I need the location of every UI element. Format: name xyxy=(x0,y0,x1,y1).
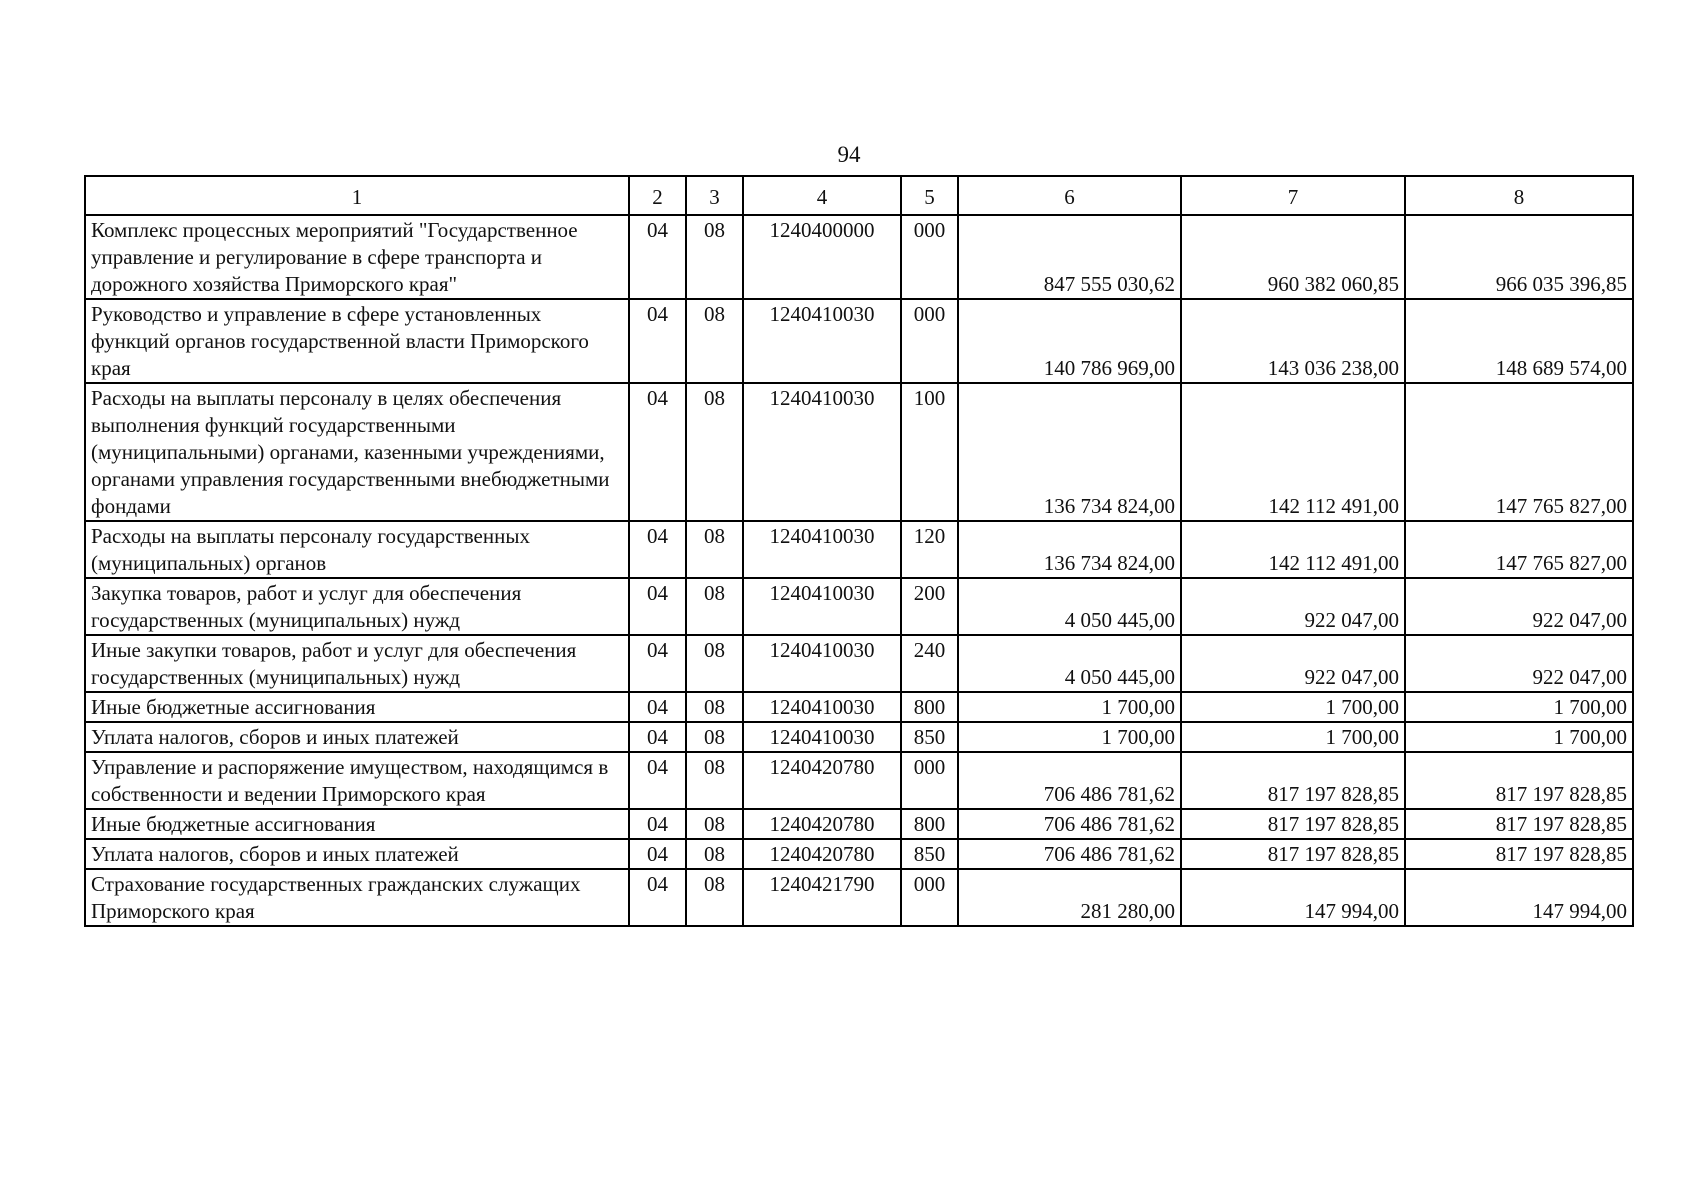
section-code-cell: 04 xyxy=(629,578,686,635)
section-code-cell: 04 xyxy=(629,383,686,521)
subsection-code-cell: 08 xyxy=(686,299,743,383)
row-name-cell: Расходы на выплаты персоналу государственных (муниципальных) органов xyxy=(85,521,629,578)
amount-col6-cell: 136 734 824,00 xyxy=(958,383,1181,521)
section-code-cell: 04 xyxy=(629,752,686,809)
expense-type-cell: 000 xyxy=(901,299,958,383)
expense-type-cell: 000 xyxy=(901,869,958,926)
table-row xyxy=(85,299,1633,383)
subsection-code-cell: 08 xyxy=(686,869,743,926)
amount-col7-cell: 922 047,00 xyxy=(1181,635,1405,692)
amount-col6-cell: 4 050 445,00 xyxy=(958,578,1181,635)
expense-type-cell: 200 xyxy=(901,578,958,635)
row-name-cell: Закупка товаров, работ и услуг для обеспечения государственных (муниципальных) нужд xyxy=(85,578,629,635)
amount-col7-cell: 142 112 491,00 xyxy=(1181,521,1405,578)
table-row xyxy=(85,521,1633,578)
subsection-code-cell: 08 xyxy=(686,752,743,809)
table-row xyxy=(85,722,1633,752)
amount-col7-cell: 817 197 828,85 xyxy=(1181,809,1405,839)
column-header-2: 2 xyxy=(629,176,686,215)
row-name-cell: Иные бюджетные ассигнования xyxy=(85,809,629,839)
amount-col8-cell: 147 765 827,00 xyxy=(1405,383,1633,521)
amount-col7-cell: 922 047,00 xyxy=(1181,578,1405,635)
amount-col7-cell: 817 197 828,85 xyxy=(1181,752,1405,809)
expense-type-cell: 000 xyxy=(901,752,958,809)
amount-col6-cell: 1 700,00 xyxy=(958,692,1181,722)
row-name-cell: Страхование государственных гражданских служащих Приморского края xyxy=(85,869,629,926)
amount-col6-cell: 706 486 781,62 xyxy=(958,752,1181,809)
amount-col7-cell: 817 197 828,85 xyxy=(1181,839,1405,869)
table-row xyxy=(85,635,1633,692)
subsection-code-cell: 08 xyxy=(686,215,743,299)
target-article-cell: 1240410030 xyxy=(743,383,901,521)
amount-col8-cell: 922 047,00 xyxy=(1405,578,1633,635)
table-row xyxy=(85,839,1633,869)
amount-col7-cell: 147 994,00 xyxy=(1181,869,1405,926)
table-row xyxy=(85,752,1633,809)
column-header-5: 5 xyxy=(901,176,958,215)
column-header-6: 6 xyxy=(958,176,1181,215)
amount-col6-cell: 281 280,00 xyxy=(958,869,1181,926)
expense-type-cell: 100 xyxy=(901,383,958,521)
row-name-cell: Комплекс процессных мероприятий "Государственное управление и регулирование в сфере транспорта и дорожного хозяйства Приморского края" xyxy=(85,215,629,299)
amount-col6-cell: 706 486 781,62 xyxy=(958,839,1181,869)
subsection-code-cell: 08 xyxy=(686,521,743,578)
expense-type-cell: 800 xyxy=(901,692,958,722)
amount-col6-cell: 136 734 824,00 xyxy=(958,521,1181,578)
expense-type-cell: 120 xyxy=(901,521,958,578)
row-name-cell: Уплата налогов, сборов и иных платежей xyxy=(85,722,629,752)
table-row xyxy=(85,692,1633,722)
expense-type-cell: 850 xyxy=(901,722,958,752)
subsection-code-cell: 08 xyxy=(686,635,743,692)
subsection-code-cell: 08 xyxy=(686,692,743,722)
expense-type-cell: 000 xyxy=(901,215,958,299)
table-row xyxy=(85,809,1633,839)
amount-col6-cell: 1 700,00 xyxy=(958,722,1181,752)
amount-col6-cell: 140 786 969,00 xyxy=(958,299,1181,383)
amount-col7-cell: 1 700,00 xyxy=(1181,692,1405,722)
target-article-cell: 1240420780 xyxy=(743,839,901,869)
section-code-cell: 04 xyxy=(629,722,686,752)
amount-col7-cell: 142 112 491,00 xyxy=(1181,383,1405,521)
amount-col8-cell: 817 197 828,85 xyxy=(1405,839,1633,869)
amount-col8-cell: 817 197 828,85 xyxy=(1405,752,1633,809)
column-header-1: 1 xyxy=(85,176,629,215)
amount-col7-cell: 1 700,00 xyxy=(1181,722,1405,752)
column-header-4: 4 xyxy=(743,176,901,215)
table-row xyxy=(85,578,1633,635)
target-article-cell: 1240421790 xyxy=(743,869,901,926)
amount-col7-cell: 143 036 238,00 xyxy=(1181,299,1405,383)
subsection-code-cell: 08 xyxy=(686,578,743,635)
row-name-cell: Иные закупки товаров, работ и услуг для обеспечения государственных (муниципальных) нужд xyxy=(85,635,629,692)
page-number: 94 xyxy=(837,142,861,167)
section-code-cell: 04 xyxy=(629,869,686,926)
amount-col8-cell: 966 035 396,85 xyxy=(1405,215,1633,299)
row-name-cell: Иные бюджетные ассигнования xyxy=(85,692,629,722)
amount-col8-cell: 1 700,00 xyxy=(1405,722,1633,752)
column-header-3: 3 xyxy=(686,176,743,215)
row-name-cell: Руководство и управление в сфере установленных функций органов государственной власти Приморского края xyxy=(85,299,629,383)
target-article-cell: 1240410030 xyxy=(743,722,901,752)
table-row xyxy=(85,869,1633,926)
amount-col7-cell: 960 382 060,85 xyxy=(1181,215,1405,299)
amount-col8-cell: 147 994,00 xyxy=(1405,869,1633,926)
amount-col6-cell: 4 050 445,00 xyxy=(958,635,1181,692)
row-name-cell: Расходы на выплаты персоналу в целях обеспечения выполнения функций государственными (муниципальными) органами, казенными учреждениями, органами управления государственными внебюджетными фондами xyxy=(85,383,629,521)
row-name-cell: Уплата налогов, сборов и иных платежей xyxy=(85,839,629,869)
table-row xyxy=(85,383,1633,521)
header-row xyxy=(85,176,1633,215)
column-header-7: 7 xyxy=(1181,176,1405,215)
amount-col8-cell: 922 047,00 xyxy=(1405,635,1633,692)
amount-col8-cell: 148 689 574,00 xyxy=(1405,299,1633,383)
section-code-cell: 04 xyxy=(629,635,686,692)
section-code-cell: 04 xyxy=(629,215,686,299)
subsection-code-cell: 08 xyxy=(686,809,743,839)
expense-type-cell: 850 xyxy=(901,839,958,869)
section-code-cell: 04 xyxy=(629,839,686,869)
expense-type-cell: 240 xyxy=(901,635,958,692)
table-row xyxy=(85,215,1633,299)
section-code-cell: 04 xyxy=(629,809,686,839)
subsection-code-cell: 08 xyxy=(686,722,743,752)
section-code-cell: 04 xyxy=(629,299,686,383)
expense-type-cell: 800 xyxy=(901,809,958,839)
section-code-cell: 04 xyxy=(629,692,686,722)
subsection-code-cell: 08 xyxy=(686,839,743,869)
target-article-cell: 1240400000 xyxy=(743,215,901,299)
target-article-cell: 1240410030 xyxy=(743,578,901,635)
budget-table xyxy=(84,175,1634,927)
column-header-8: 8 xyxy=(1405,176,1633,215)
subsection-code-cell: 08 xyxy=(686,383,743,521)
target-article-cell: 1240410030 xyxy=(743,299,901,383)
table-body xyxy=(85,215,1633,926)
target-article-cell: 1240410030 xyxy=(743,635,901,692)
target-article-cell: 1240410030 xyxy=(743,692,901,722)
amount-col8-cell: 147 765 827,00 xyxy=(1405,521,1633,578)
target-article-cell: 1240420780 xyxy=(743,809,901,839)
amount-col6-cell: 847 555 030,62 xyxy=(958,215,1181,299)
amount-col8-cell: 1 700,00 xyxy=(1405,692,1633,722)
row-name-cell: Управление и распоряжение имуществом, находящимся в собственности и ведении Приморского края xyxy=(85,752,629,809)
target-article-cell: 1240420780 xyxy=(743,752,901,809)
section-code-cell: 04 xyxy=(629,521,686,578)
amount-col6-cell: 706 486 781,62 xyxy=(958,809,1181,839)
amount-col8-cell: 817 197 828,85 xyxy=(1405,809,1633,839)
target-article-cell: 1240410030 xyxy=(743,521,901,578)
